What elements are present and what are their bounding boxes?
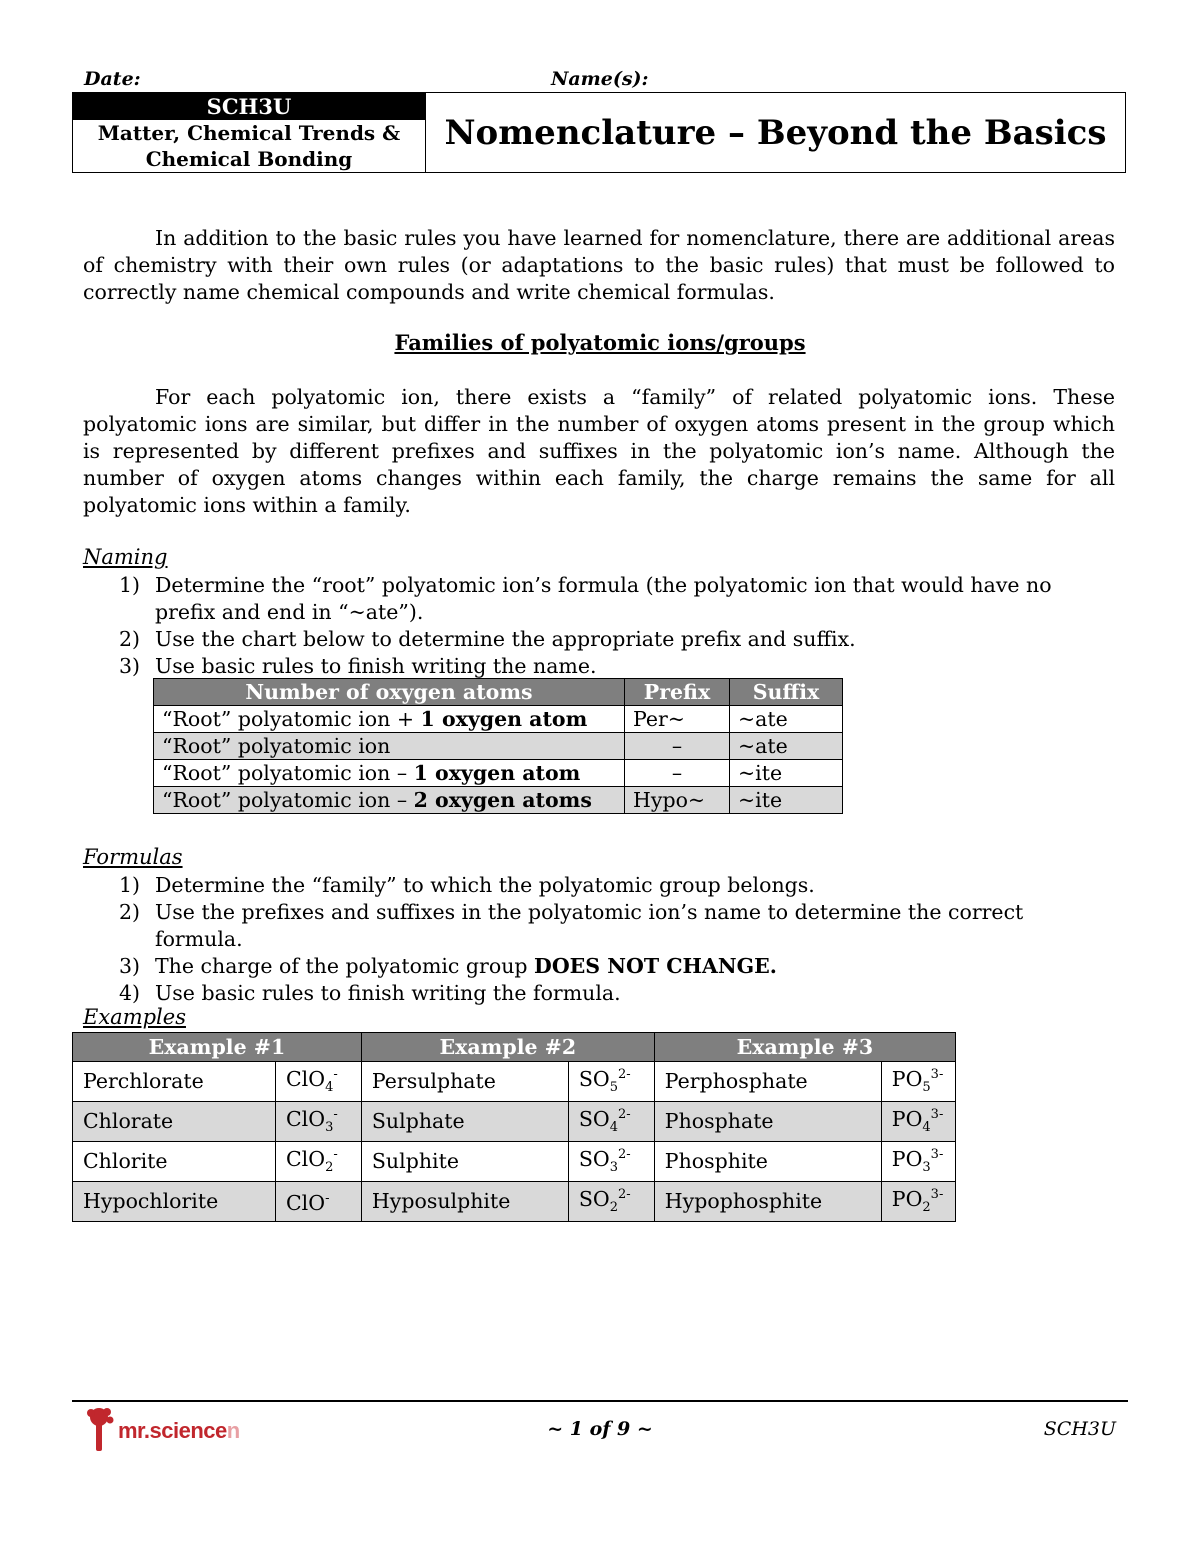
- column-header: Prefix: [625, 679, 730, 706]
- root-text: “Root” polyatomic ion –: [162, 761, 414, 785]
- course-unit: [73, 120, 425, 172]
- formula-charge: 2-: [618, 1106, 631, 1122]
- step-text-bold: DOES NOT CHANGE.: [534, 954, 777, 978]
- naming-steps: [83, 572, 1115, 680]
- naming-step: [83, 572, 1115, 626]
- formula-charge: 3-: [930, 1067, 944, 1082]
- table-row: [154, 706, 843, 733]
- intro-paragraph: In addition to the basic rules you have learned for nomenclature, there are additional areas of chemistry with their own rules (or adaptations to the basic rules) that must be followed to correctly name chemical compounds and write chemical formulas.: [83, 226, 1115, 304]
- naming-step: [83, 626, 1115, 653]
- ion-name-cell: Chlorate: [73, 1101, 276, 1141]
- table-header-row: [73, 1033, 956, 1062]
- naming-heading: Naming: [83, 545, 168, 569]
- column-header: Number of oxygen atoms: [154, 679, 625, 706]
- table-row: [154, 733, 843, 760]
- footer-course-code: SCH3U: [1043, 1418, 1116, 1440]
- formula-base: SO: [578, 1106, 610, 1131]
- formula-step: [83, 953, 1115, 980]
- step-text: Use basic rules to finish writing the name.: [155, 654, 597, 678]
- formula-base: ClO: [286, 1146, 326, 1171]
- formula-steps: [83, 872, 1115, 1007]
- root-text: “Root” polyatomic ion: [162, 734, 391, 758]
- oxygen-count-cell: [154, 733, 625, 760]
- suffix-cell: ~ite: [730, 787, 843, 814]
- course-unit-line1: Matter, Chemical Trends &: [97, 121, 401, 145]
- ion-formula-cell: [881, 1062, 955, 1102]
- formula-subscript: 2: [609, 1199, 619, 1215]
- formula-base: ClO: [286, 1066, 326, 1091]
- footer-divider: [72, 1400, 1128, 1402]
- formula-charge: 3-: [930, 1146, 944, 1162]
- formula-subscript: 2: [922, 1199, 931, 1215]
- ion-formula-cell: [568, 1141, 654, 1181]
- suffix-cell: ~ate: [730, 733, 843, 760]
- formula-charge: 2-: [618, 1067, 631, 1082]
- step-text: [155, 872, 1115, 899]
- ion-formula-cell: [276, 1141, 362, 1181]
- examples-heading: Examples: [83, 1005, 186, 1029]
- step-number: 2): [119, 627, 141, 651]
- table-row: [154, 760, 843, 787]
- step-number: 1): [119, 573, 141, 597]
- formula-base: SO: [578, 1186, 610, 1211]
- formula-base: PO: [891, 1186, 923, 1211]
- ion-name-cell: Phosphate: [654, 1101, 881, 1141]
- table-row: [73, 1141, 956, 1181]
- ion-formula-cell: [881, 1181, 955, 1221]
- ion-name-cell: Chlorite: [73, 1141, 276, 1181]
- ion-name-cell: Hypochlorite: [73, 1181, 276, 1221]
- ion-name-cell: Hypophosphite: [654, 1181, 881, 1221]
- formula-base: PO: [891, 1106, 923, 1131]
- oxygen-change-text: 2 oxygen atoms: [413, 788, 592, 812]
- table-header-row: [154, 679, 843, 706]
- page-title: Nomenclature – Beyond the Basics: [444, 112, 1107, 153]
- formula-charge: -: [333, 1106, 338, 1122]
- date-label: Date:: [84, 68, 141, 90]
- step-text: [155, 953, 1115, 980]
- prefix-suffix-table: [153, 678, 843, 814]
- prefix-cell: –: [625, 760, 730, 787]
- step-text-plain: Determine the “family” to which the polyatomic group belongs.: [155, 873, 815, 897]
- table-row: [73, 1181, 956, 1221]
- course-code: SCH3U: [73, 93, 425, 120]
- formula-step: [83, 899, 1115, 953]
- oxygen-count-cell: [154, 787, 625, 814]
- formula-subscript: 5: [609, 1079, 619, 1095]
- formula-base: PO: [891, 1066, 923, 1091]
- step-text-plain: Use basic rules to finish writing the formula.: [155, 981, 621, 1005]
- formula-step: [83, 872, 1115, 899]
- step-number: 3): [119, 954, 141, 978]
- suffix-cell: ~ite: [730, 760, 843, 787]
- step-number: 4): [119, 981, 141, 1005]
- step-number: 1): [119, 873, 141, 897]
- formula-charge: 3-: [930, 1186, 944, 1202]
- header-box: [72, 92, 1126, 173]
- ion-name-cell: Sulphate: [361, 1101, 568, 1141]
- column-header: Example #2: [361, 1033, 654, 1062]
- ion-formula-cell: [276, 1062, 362, 1102]
- names-label: Name(s):: [551, 68, 649, 90]
- ion-name-cell: Perphosphate: [654, 1062, 881, 1102]
- formula-base: ClO: [286, 1106, 326, 1131]
- formula-base: SO: [578, 1146, 610, 1171]
- ion-formula-cell: [881, 1101, 955, 1141]
- ion-name-cell: Persulphate: [361, 1062, 568, 1102]
- section-heading: Families of polyatomic ions/groups: [394, 330, 806, 355]
- ion-formula-cell: [568, 1181, 654, 1221]
- ion-formula-cell: [881, 1141, 955, 1181]
- step-text-plain: Use the prefixes and suffixes in the polyatomic ion’s name to determine the correct formula.: [155, 900, 1024, 951]
- formula-charge: 2-: [618, 1186, 631, 1202]
- naming-step: [83, 653, 1115, 680]
- logo-text: mr.sciencen: [118, 1418, 240, 1443]
- family-paragraph: For each polyatomic ion, there exists a “family” of related polyatomic ions. These polyatomic ions are similar, but differ in the number of oxygen atoms present in the group which is represented by different prefixes and suffixes in the polyatomic ion’s name. Although the number of oxygen atoms changes within each family, the charge remains the same for all polyatomic ions within a family.: [83, 385, 1115, 517]
- oxygen-change-text: 1 oxygen atom: [420, 707, 588, 731]
- formula-subscript: 4: [922, 1119, 931, 1135]
- formula-subscript: 3: [609, 1159, 619, 1175]
- formula-charge: 2-: [618, 1146, 631, 1162]
- oxygen-count-cell: [154, 760, 625, 787]
- formula-base: PO: [891, 1146, 923, 1171]
- formula-subscript: 5: [922, 1079, 931, 1095]
- formula-base: SO: [578, 1066, 610, 1091]
- column-header: Example #3: [654, 1033, 955, 1062]
- table-row: [154, 787, 843, 814]
- step-number: 2): [119, 900, 141, 924]
- suffix-cell: ~ate: [730, 706, 843, 733]
- ion-name-cell: Phosphite: [654, 1141, 881, 1181]
- ion-formula-cell: [568, 1101, 654, 1141]
- step-text: Determine the “root” polyatomic ion’s formula (the polyatomic ion that would have no prefix and end in “~ate”).: [155, 573, 1052, 624]
- course-cell: [73, 93, 426, 172]
- formula-charge: -: [325, 1191, 330, 1207]
- formula-subscript: 3: [325, 1119, 334, 1135]
- formula-subscript: 2: [325, 1159, 334, 1175]
- table-row: [73, 1101, 956, 1141]
- course-unit-line2: Chemical Bonding: [145, 147, 353, 171]
- column-header: Example #1: [73, 1033, 362, 1062]
- formula-base: ClO: [286, 1191, 326, 1216]
- ion-formula-cell: [276, 1181, 362, 1221]
- ion-formula-cell: [276, 1101, 362, 1141]
- ion-name-cell: Hyposulphite: [361, 1181, 568, 1221]
- page-number: ~ 1 of 9 ~: [547, 1418, 653, 1440]
- formula-charge: -: [333, 1067, 338, 1082]
- ion-formula-cell: [568, 1062, 654, 1102]
- column-header: Suffix: [730, 679, 843, 706]
- table-row: [73, 1062, 956, 1102]
- step-number: 3): [119, 654, 141, 678]
- oxygen-change-text: 1 oxygen atom: [413, 761, 581, 785]
- prefix-cell: Hypo~: [625, 787, 730, 814]
- formula-step: [83, 980, 1115, 1007]
- formulas-heading: Formulas: [83, 845, 183, 869]
- formula-subscript: 3: [922, 1159, 931, 1175]
- formula-charge: -: [333, 1146, 338, 1162]
- formula-subscript: 4: [325, 1079, 334, 1095]
- step-text: Use the chart below to determine the appropriate prefix and suffix.: [155, 627, 856, 651]
- root-text: “Root” polyatomic ion +: [162, 707, 421, 731]
- oxygen-count-cell: [154, 706, 625, 733]
- formula-charge: 3-: [930, 1106, 944, 1122]
- formula-subscript: 4: [609, 1119, 619, 1135]
- step-text-plain: The charge of the polyatomic group: [155, 954, 535, 978]
- ion-name-cell: Sulphite: [361, 1141, 568, 1181]
- prefix-cell: –: [625, 733, 730, 760]
- step-text: [155, 899, 1115, 953]
- prefix-cell: Per~: [625, 706, 730, 733]
- step-text: [155, 980, 1115, 1007]
- examples-table: [72, 1032, 956, 1222]
- root-text: “Root” polyatomic ion –: [162, 788, 414, 812]
- ion-name-cell: Perchlorate: [73, 1062, 276, 1102]
